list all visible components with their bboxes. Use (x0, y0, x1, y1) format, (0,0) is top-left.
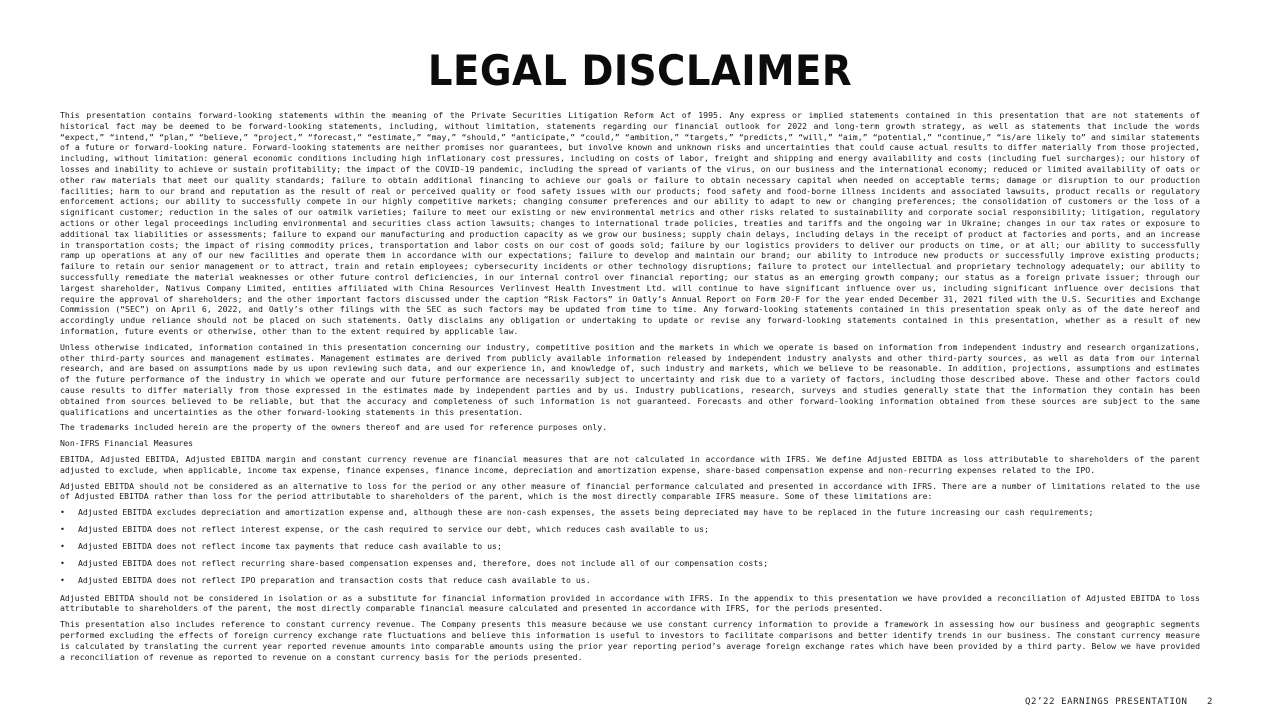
bullet-icon: • (60, 575, 65, 586)
page-number: 2 (1207, 697, 1214, 707)
page-title: LEGAL DISCLAIMER (427, 46, 853, 95)
constant-currency-paragraph: This presentation also includes reference to constant currency revenue. The Company presents this measure because we use constant currency information to provide a framework in assessing how our business and geographic segments performed excluding the effects of foreign currency exchange rate fluctuations and believe this information is useful to investors to facilitate comparisons and better identify trends in our business. The constant currency measure is calculated by translating the current year reported revenue amounts into comparable amounts using the prior year reporting period’s average foreign exchange rates which have been provided by a third party. Below we have provided a reconciliation of revenue as reported to revenue on a constant currency basis for the periods presented. (60, 619, 1200, 662)
ebitda-limitations-paragraph: Adjusted EBITDA should not be considered as an alternative to loss for the period or any other measure of financial performance calculated and presented in accordance with IFRS. There are a number of limitations related to the use of Adjusted EBITDA rather than loss for the period attributable to shareholders of the parent, which is the most directly comparable IFRS measure. Some of these limitations are: (60, 480, 1200, 502)
limitations-list (60, 507, 1200, 586)
forward-looking-paragraph: This presentation contains forward-looking statements within the meaning of the Private Securities Litigation Reform Act of 1995. Any express or implied statements contained in this presentation that are not statements of historical fact may be deemed to be forward-looking statements, including, without limitation, statements regarding our financial outlook for 2022 and long-term growth strategy, as well as statements that include the words “expect,” “intend,” “plan,” “believe,” “project,” “forecast,” “estimate,” “may,” “should,” “anticipate,” “could,” “ambition,” “targets,” “predicts,” “will,” “aim,” “potential,” “continue,” “is/are likely to” and similar statements of a future or forward-looking nature. Forward-looking statements are neither promises nor guarantees, but involve known and unknown risks and uncertainties that could cause actual results to differ materially from those projected, including, without limitation: general economic conditions including high inflationary cost pressures, including on costs of labor, freight and shipping and energy availability and costs (including fuel surcharges); our history of losses and inability to achieve or sustain profitability; the impact of the COVID-19 pandemic, including the spread of variants of the virus, on our business and the international economy; reduced or limited availability of oats or other raw materials that meet our quality standards; failure to obtain additional financing to achieve our goals or failure to obtain necessary capital when needed on acceptable terms; damage or disruption to our production facilities; harm to our brand and reputation as the result of real or perceived quality or food safety issues with our products; food safety and food-borne illness incidents and associated lawsuits, product recalls or regulatory enforcement actions; our ability to successfully compete in our highly competitive markets; changing consumer preferences and our ability to adapt to new or changing preferences; the consolidation of customers or the loss of a significant customer; reduction in the sales of our oatmilk varieties; failure to meet our existing or new environmental metrics and other risks related to sustainability and corporate social responsibility; litigation, regulatory actions or other legal proceedings including environmental and securities class action lawsuits; changes to international trade policies, treaties and tariffs and the ongoing war in Ukraine; changes in our tax rates or exposure to additional tax liabilities or assessments; failure to expand our manufacturing and production capacity as we grow our business; supply chain delays, including delays in the receipt of product at factories and ports, and an increase in transportation costs; the impact of rising commodity prices, transportation and labor costs on our cost of goods sold; failure by our logistics providers to deliver our products on time, or at all; our ability to successfully ramp up operations at any of our new facilities and operate them in accordance with our expectations; failure to develop and maintain our brand; our ability to introduce new products or successfully improve existing products; failure to retain our senior management or to attract, train and retain employees; cybersecurity incidents or other technology disruptions; failure to protect our intellectual and proprietary technology adequately; our ability to successfully remediate the material weaknesses or other future control deficiencies, in our internal control over financial reporting; our status as an emerging growth company; our status as a foreign private issuer; through our largest shareholder, Nativus Company Limited, entities affiliated with China Resources Verlinvest Health Investment Ltd. will continue to have significant influence over us, including significant influence over decisions that require the approval of shareholders; and the other important factors discussed under the caption “Risk Factors” in Oatly’s Annual Report on Form 20-F for the year ended December 31, 2021 filed with the U.S. Securities and Exchange Commission (“SEC”) on April 6, 2022, and Oatly’s other filings with the SEC as such factors may be updated from time to time. Any forward-looking statements contained in this presentation speak only as of the date hereof and accordingly undue reliance should not be placed on such statements. Oatly disclaims any obligation or undertaking to update or revise any forward-looking statements contained in this presentation, whether as a result of new information, future events or otherwise, other than to the extent required by applicable law. (60, 110, 1200, 336)
disclaimer-body (60, 110, 1200, 667)
footer-presentation-title: Q2’22 EARNINGS PRESENTATION (1025, 697, 1188, 707)
list-item-text: Adjusted EBITDA does not reflect income tax payments that reduce cash available to us; (78, 541, 502, 552)
industry-data-paragraph: Unless otherwise indicated, information contained in this presentation concerning our industry, competitive position and the markets in which we operate is based on information from independent industry and research organizations, other third-party sources and management estimates. Management estimates are derived from publicly available information released by independent industry analysts and other third-party sources, as well as data from our internal research, and are based on assumptions made by us upon reviewing such data, and our experience in, and knowledge of, such industry and markets, which we believe to be reasonable. In addition, projections, assumptions and estimates of the future performance of the industry in which we operate and our future performance are necessarily subject to uncertainty and risk due to a variety of factors, including those described above. These and other factors could cause results to differ materially from those expressed in the estimates made by independent parties and by us. Industry publications, research, surveys and studies generally state that the information they contain has been obtained from sources believed to be reliable, but that the accuracy and completeness of such information is not guaranteed. Forecasts and other forward-looking information obtained from these sources are subject to the same qualifications and uncertainties as the other forward-looking statements in this presentation. (60, 341, 1200, 417)
list-item (60, 575, 1200, 586)
bullet-icon: • (60, 558, 65, 569)
trademarks-paragraph: The trademarks included herein are the property of the owners thereof and are used for reference purposes only. (60, 422, 608, 433)
list-item (60, 558, 1200, 569)
ebitda-isolation-paragraph: Adjusted EBITDA should not be considered in isolation or as a substitute for financial information provided in accordance with IFRS. In the appendix to this presentation we have provided a reconciliation of Adjusted EBITDA to loss attributable to shareholders of the parent, the most directly comparable financial measure calculated and presented in accordance with IFRS, for the periods presented. (60, 592, 1200, 614)
list-item-text: Adjusted EBITDA does not reflect interest expense, or the cash required to service our debt, which reduces cash available to us; (78, 524, 709, 535)
list-item (60, 524, 1200, 535)
list-item (60, 541, 1200, 552)
bullet-icon: • (60, 541, 65, 552)
list-item (60, 507, 1200, 518)
list-item-text: Adjusted EBITDA does not reflect recurring share-based compensation expenses and, therefore, does not include all of our compensation costs; (78, 558, 769, 569)
bullet-icon: • (60, 507, 65, 518)
list-item-text: Adjusted EBITDA does not reflect IPO preparation and transaction costs that reduce cash available to us. (78, 575, 591, 586)
bullet-icon: • (60, 524, 65, 535)
non-ifrs-heading: Non-IFRS Financial Measures (60, 438, 194, 449)
ebitda-definition-paragraph: EBITDA, Adjusted EBITDA, Adjusted EBITDA margin and constant currency revenue are financial measures that are not calculated in accordance with IFRS. We define Adjusted EBITDA as loss attributable to shareholders of the parent adjusted to exclude, when applicable, income tax expense, finance expenses, finance income, depreciation and amortization expense, share-based compensation expense and non-recurring expenses related to the IPO. (60, 453, 1200, 475)
list-item-text: Adjusted EBITDA excludes depreciation and amortization expense and, although these are non-cash expenses, the assets being depreciated may have to be replaced in the future increasing our cash requirements; (78, 507, 1094, 518)
